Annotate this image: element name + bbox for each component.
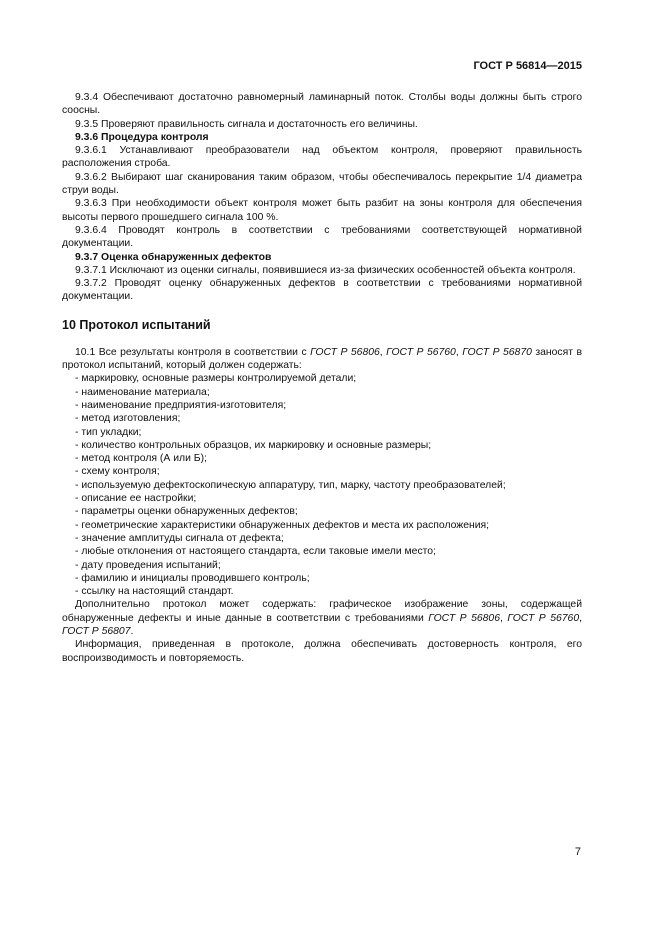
paragraph-10-1 <box>62 346 582 373</box>
list-item: - наименование материала; <box>62 386 582 399</box>
paragraph-10-1-start: 10.1 Все результаты контроля в соответствии с <box>75 346 311 358</box>
paragraph-information: Информация, приведенная в протоколе, должна обеспечивать достоверность контроля, его воспроизводимость и повторяемость. <box>62 639 582 664</box>
list-item: - количество контрольных образцов, их маркировку и основные размеры; <box>62 439 582 452</box>
reference-gost-56760: ГОСТ Р 56760 <box>386 346 456 358</box>
paragraph-10-1-end: заносят в протокол испытаний, который должен содержать: <box>62 346 583 372</box>
list-item: - ссылку на настоящий стандарт. <box>62 585 582 598</box>
protocol-contents-list <box>62 372 582 598</box>
separator: , <box>579 612 582 624</box>
list-item: - дату проведения испытаний; <box>62 559 582 572</box>
paragraph-9-3-7-1: 9.3.7.1 Исключают из оценки сигналы, появившиеся из-за физических особенностей объекта контроля. <box>75 264 576 276</box>
paragraph-9-3-6-3: 9.3.6.3 При необходимости объект контроля может быть разбит на зоны контроля для обеспечения высоты первого прошедшего сигнала 100 %. <box>62 198 582 223</box>
page-number: 7 <box>574 846 581 858</box>
paragraph-9-3-6-1: 9.3.6.1 Устанавливают преобразователи над объектом контроля, проверяют правильность расположения строба. <box>62 145 582 170</box>
reference-gost-56807: ГОСТ Р 56807 <box>62 625 131 637</box>
list-item: - маркировку, основные размеры контролируемой детали; <box>62 372 582 385</box>
list-item: - описание ее настройки; <box>62 492 582 505</box>
list-item: - метод изготовления; <box>62 412 582 425</box>
reference-gost-56760: ГОСТ Р 56760 <box>507 612 580 624</box>
document-body <box>62 91 582 665</box>
paragraph-9-3-5: 9.3.5 Проверяют правильность сигнала и достаточность его величины. <box>75 118 418 130</box>
subheading-9-3-7: 9.3.7 Оценка обнаруженных дефектов <box>75 251 272 263</box>
reference-gost-56806: ГОСТ Р 56806 <box>428 612 500 624</box>
separator: , <box>500 612 508 624</box>
separator: , <box>455 346 463 358</box>
paragraph-9-3-4: 9.3.4 Обеспечивают достаточно равномерный ламинарный поток. Столбы воды должны быть строго соосны. <box>62 92 582 117</box>
paragraph-additional-start: Дополнительно протокол может содержать: графическое изображение зоны, содержащей обнаруженные дефекты и иные данные в соответствии с требованиями <box>62 599 582 624</box>
list-item: - тип укладки; <box>62 426 582 439</box>
separator: , <box>379 346 387 358</box>
list-item: - метод контроля (А или Б); <box>62 452 582 465</box>
reference-gost-56806: ГОСТ Р 56806 <box>310 346 380 358</box>
list-item: - наименование предприятия-изготовителя; <box>62 399 582 412</box>
paragraph-additional <box>62 598 582 638</box>
list-item: - любые отклонения от настоящего стандарта, если таковые имели место; <box>62 545 582 558</box>
paragraph-9-3-6-2: 9.3.6.2 Выбирают шаг сканирования таким образом, чтобы обеспечивалось перекрытие 1/4 диаметра струи воды. <box>62 171 582 197</box>
list-item: - значение амплитуды сигнала от дефекта; <box>62 532 582 545</box>
paragraph-9-3-6-4: 9.3.6.4 Проводят контроль в соответствии с требованиями соответствующей нормативной документации. <box>62 224 582 250</box>
list-item: - используемую дефектоскопическую аппаратуру, тип, марку, частоту преобразователей; <box>62 479 582 492</box>
list-item: - геометрические характеристики обнаруженных дефектов и места их расположения; <box>62 519 582 532</box>
paragraph-9-3-7-2: 9.3.7.2 Проводят оценку обнаруженных дефектов в соответствии с требованиями нормативной документации. <box>62 278 582 303</box>
subheading-9-3-6: 9.3.6 Процедура контроля <box>75 131 209 143</box>
section-heading-10: 10 Протокол испытаний <box>62 317 211 332</box>
paragraph-additional-end: . <box>130 625 134 637</box>
list-item: - фамилию и инициалы проводившего контроль; <box>62 572 582 585</box>
list-item: - параметры оценки обнаруженных дефектов; <box>62 505 582 518</box>
list-item: - схему контроля; <box>62 465 582 478</box>
reference-gost-56870: ГОСТ Р 56870 <box>462 346 532 358</box>
document-header: ГОСТ Р 56814—2015 <box>473 60 582 72</box>
